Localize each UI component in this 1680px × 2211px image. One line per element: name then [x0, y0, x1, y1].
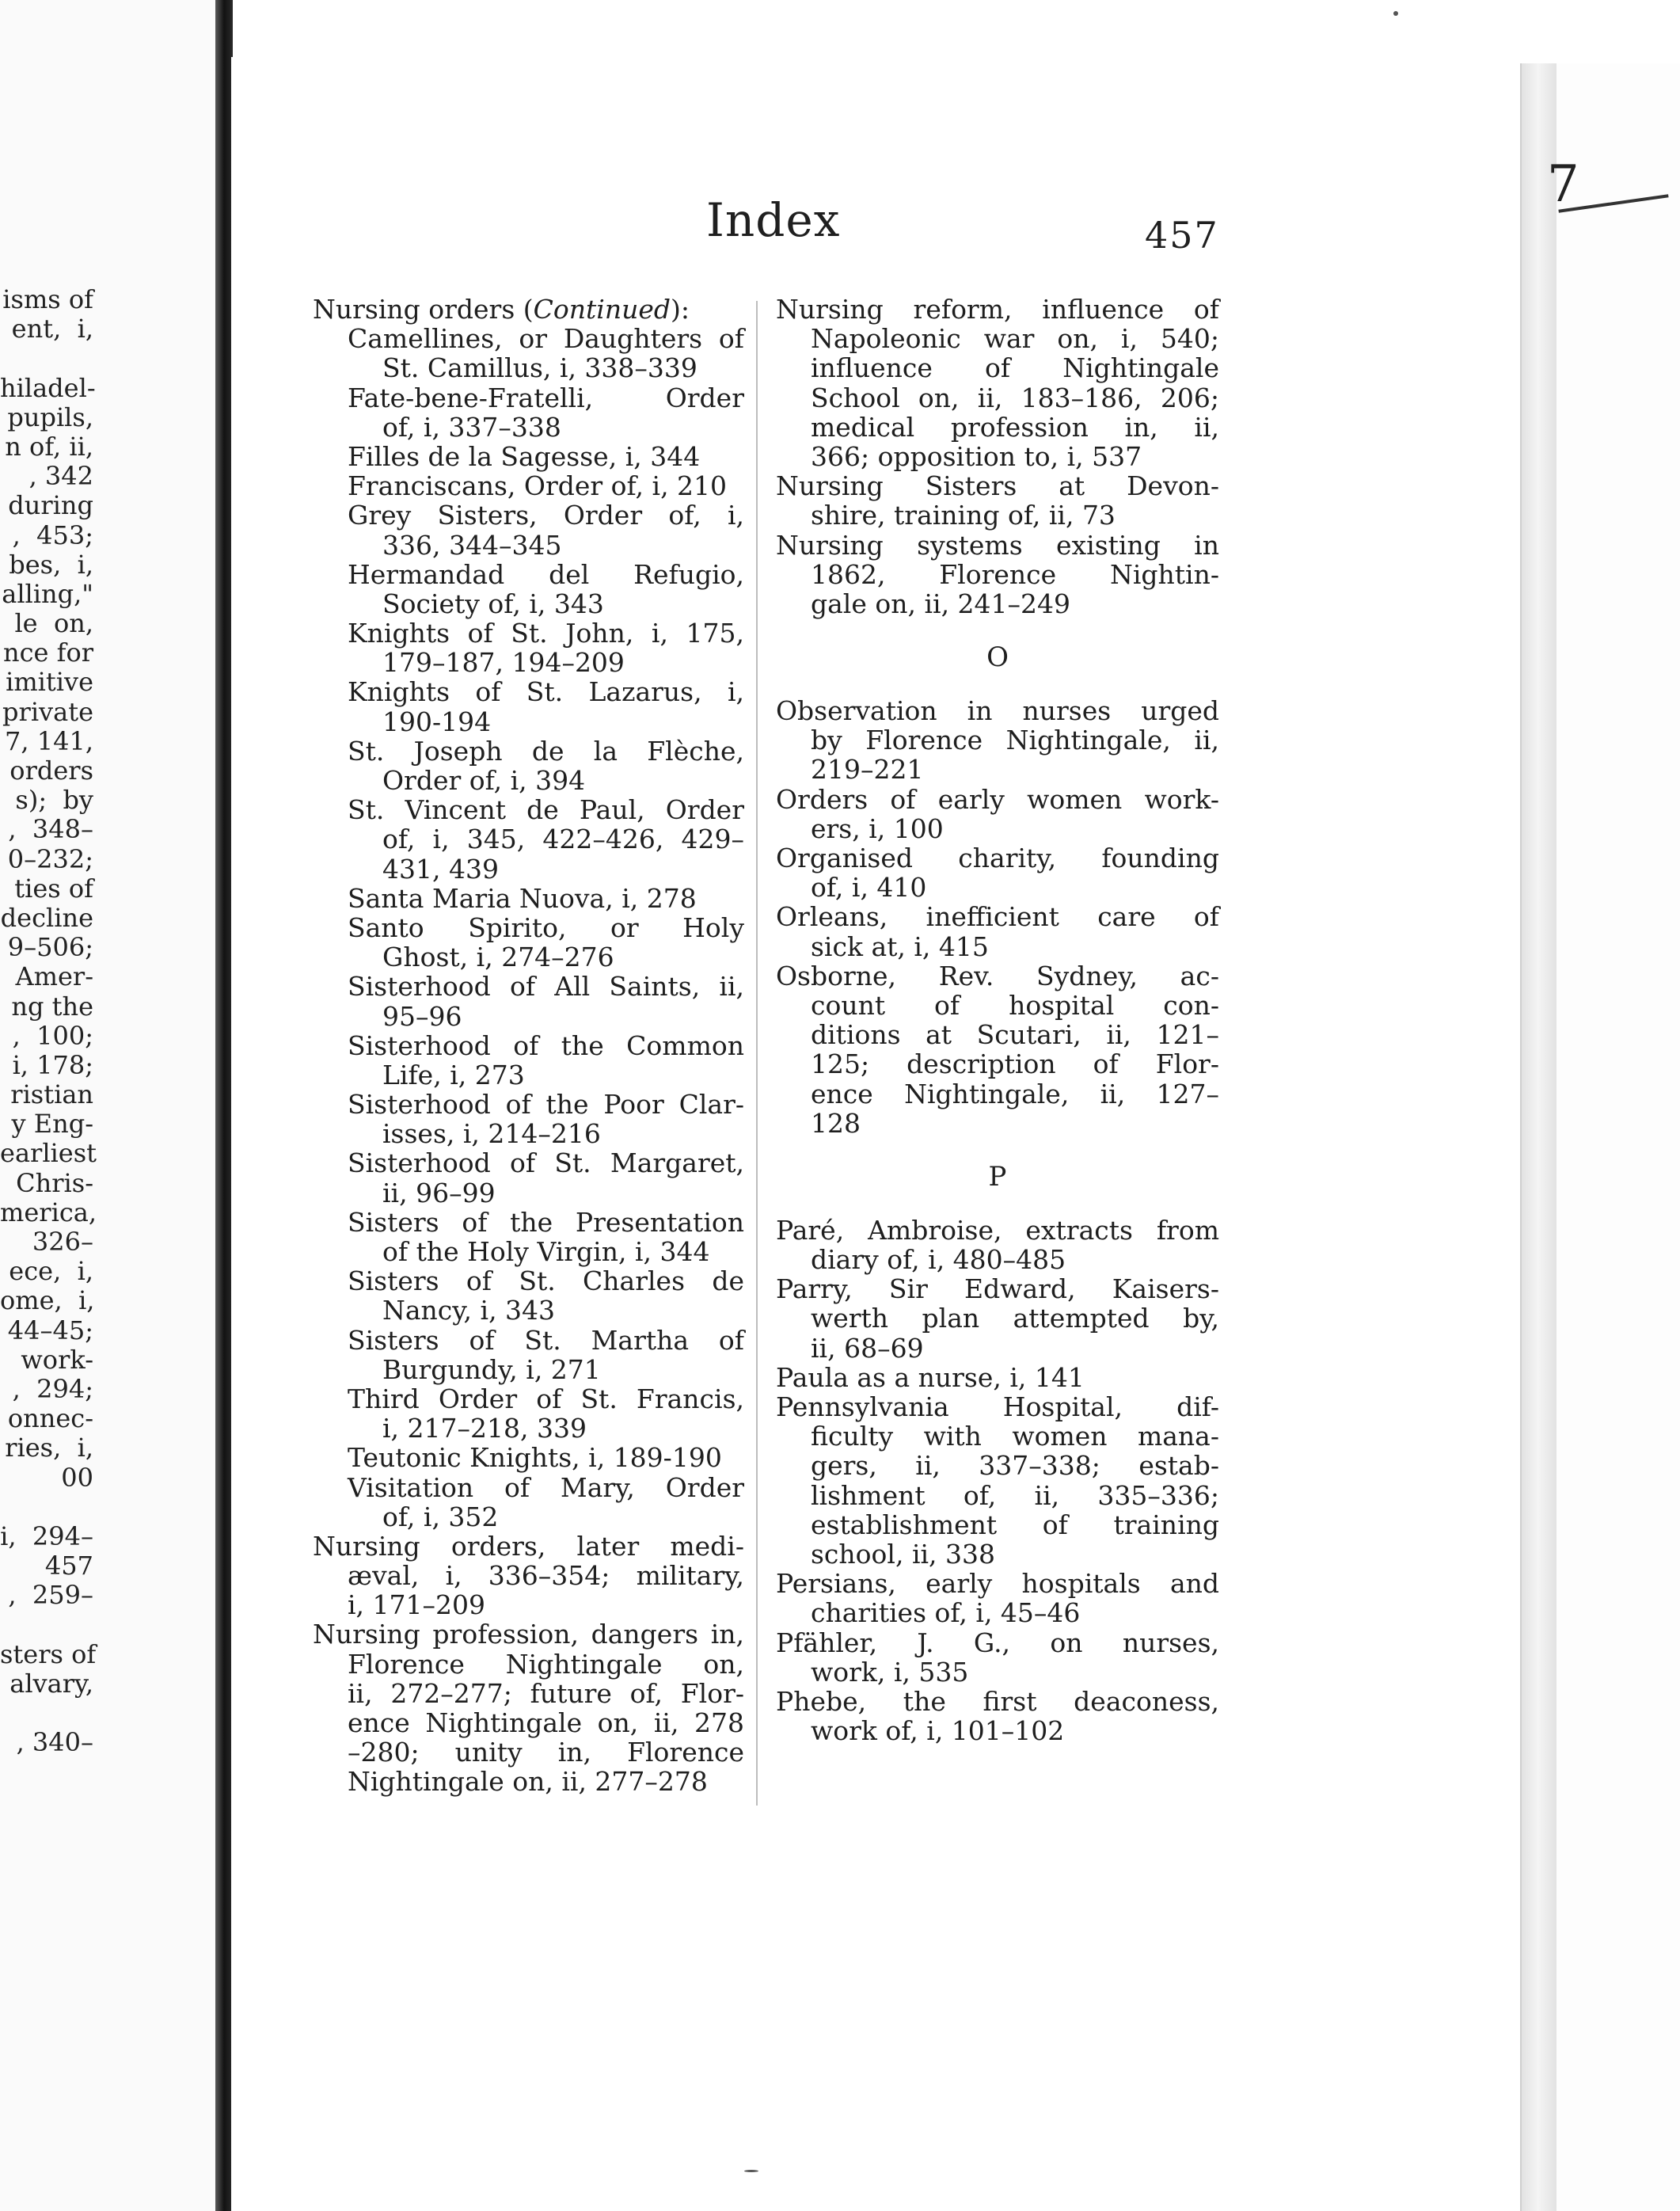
index-entry: [313, 972, 744, 1030]
index-entry: [776, 696, 1219, 785]
previous-page-line: earliest: [0, 1138, 97, 1169]
previous-page-text: [0, 284, 97, 1758]
index-entry-line: Osborne, Rev. Sydney, ac-: [776, 960, 1219, 991]
index-entry-line: Orleans, inefficient care of: [776, 901, 1219, 933]
index-entry-line: School on, ii, 183–186, 206;: [811, 382, 1219, 413]
previous-page-line: 326–: [32, 1227, 93, 1257]
index-entry-line: 366; opposition to, i, 537: [811, 440, 1142, 472]
index-entry-line: –280; unity in, Florence: [348, 1737, 744, 1768]
index-entry: [313, 884, 744, 913]
index-entry-line: Nursing systems existing in: [776, 529, 1219, 561]
index-entry-line: St. Vincent de Paul, Order: [348, 794, 744, 826]
index-entry-line: medical profession in, ii,: [811, 411, 1219, 443]
index-entry-line: Nancy, i, 343: [382, 1295, 556, 1326]
index-entry-line: Nightingale on, ii, 277–278: [348, 1766, 708, 1798]
previous-page-line: 0–232;: [7, 843, 93, 874]
index-entry: [313, 1619, 744, 1796]
index-entry: [776, 1392, 1219, 1569]
previous-page-line: work-: [21, 1344, 93, 1375]
previous-page-line: i, 294–: [0, 1520, 93, 1551]
index-entry-line: 95–96: [382, 1000, 462, 1032]
index-entry: [313, 1208, 744, 1266]
previous-page-line: isms of: [2, 284, 93, 314]
index-entry: [313, 677, 744, 736]
corner-mark: 7: [1547, 155, 1579, 214]
index-entry-line: Sisterhood of All Saints, ii,: [348, 971, 744, 1003]
previous-page-line: y Eng-: [11, 1109, 93, 1140]
index-entry: [776, 531, 1219, 619]
index-entry-line: Nursing Sisters at Devon-: [776, 470, 1219, 502]
previous-page-line: ece, i,: [9, 1256, 93, 1287]
index-entry: [776, 471, 1219, 530]
previous-page-line: n of, ii,: [5, 431, 93, 462]
index-entry-line: æval, i, 336–354; military,: [348, 1560, 744, 1592]
index-entry: [313, 295, 744, 324]
index-entry: [776, 1569, 1219, 1627]
index-entry: [776, 961, 1219, 1138]
previous-page-line: onnec-: [7, 1403, 93, 1434]
index-entry-line: Sisters of St. Martha of: [348, 1324, 744, 1356]
index-entry: [313, 442, 744, 471]
index-entry-line: 431, 439: [382, 853, 499, 885]
heading-text: ):: [671, 294, 690, 325]
index-entry-line: ii, 96–99: [382, 1177, 496, 1208]
previous-page-line: ome, i,: [0, 1285, 95, 1316]
index-entry-line: 190-194: [382, 706, 492, 737]
index-entry: [313, 618, 744, 677]
index-column-right: [776, 295, 1219, 1745]
index-entry-line: Parry, Sir Edward, Kaisers-: [776, 1273, 1219, 1305]
index-entry: [776, 1687, 1219, 1745]
index-entry-line: of, i, 337–338: [382, 411, 561, 443]
index-entry-line: St. Joseph de la Flèche,: [348, 735, 744, 767]
index-entry-line: school, ii, 338: [811, 1538, 996, 1570]
index-entry: [313, 560, 744, 618]
previous-page-line: ties of: [14, 873, 93, 904]
index-entry-line: ii, 68–69: [811, 1332, 924, 1364]
previous-page-line: , 340–: [16, 1727, 93, 1758]
index-entry-line: establishment of training: [811, 1509, 1219, 1540]
index-entry-line: ers, i, 100: [811, 812, 944, 844]
previous-page-line: nce for: [2, 637, 93, 668]
scan-speck: [1393, 11, 1398, 16]
index-entry-line: werth plan attempted by,: [811, 1303, 1219, 1334]
previous-page-line: orders: [10, 755, 93, 786]
previous-page-line: i, 178;: [12, 1049, 93, 1080]
previous-page-line: imitive: [6, 667, 93, 698]
index-entry: [776, 785, 1219, 843]
heading-text: Nursing orders (: [313, 294, 534, 325]
index-entry: [776, 1216, 1219, 1274]
index-entry-line: Santo Spirito, or Holy: [348, 911, 744, 943]
previous-page-line: 9–506;: [7, 932, 93, 963]
previous-page-line: 7, 141,: [5, 725, 93, 756]
previous-page-line: ent, i,: [11, 314, 93, 344]
page-number: 457: [1145, 214, 1219, 257]
index-entry-line: i, 217–218, 339: [382, 1413, 587, 1444]
index-entry-line: ence Nightingale on, ii, 278: [348, 1707, 744, 1738]
book-gutter: [215, 0, 233, 2211]
previous-page-line: Amer-: [15, 961, 93, 992]
previous-page-line: private: [2, 696, 93, 727]
index-entry-line: Sisters of the Presentation: [348, 1206, 744, 1238]
index-entry-line: 179–187, 194–209: [382, 647, 625, 679]
index-entry-line: diary of, i, 480–485: [811, 1244, 1066, 1276]
index-entry: [313, 1532, 744, 1620]
previous-page-line: alling,": [2, 578, 93, 609]
index-entry-line: ficulty with women mana-: [811, 1421, 1219, 1452]
index-entry-line: Fate-bene-Fratelli, Order: [348, 382, 744, 413]
index-entry: [313, 795, 744, 884]
previous-page-line: [0, 1699, 93, 1728]
index-entry-line: Sisterhood of the Common: [348, 1029, 744, 1061]
index-entry: [313, 1473, 744, 1532]
previous-page-line: sters of: [0, 1638, 97, 1669]
index-entry: [313, 1090, 744, 1148]
index-entry-line: of, i, 345, 422–426, 429–: [382, 824, 744, 855]
index-entry-line: Burgundy, i, 271: [382, 1353, 601, 1385]
previous-page-line: decline: [0, 902, 93, 933]
index-entry-line: St. Camillus, i, 338–339: [382, 352, 697, 384]
previous-page-line: ristian: [10, 1079, 93, 1110]
index-entry-line: Knights of St. Lazarus, i,: [348, 676, 744, 708]
index-entry-line: Ghost, i, 274–276: [382, 942, 614, 973]
index-entry: [313, 383, 744, 442]
index-entry-line: of the Holy Virgin, i, 344: [382, 1236, 710, 1267]
index-entry-line: Napoleonic war on, i, 540;: [811, 323, 1219, 355]
index-entry-line: Life, i, 273: [382, 1059, 525, 1090]
index-entry: [313, 324, 744, 382]
previous-page-line: le on,: [14, 608, 93, 639]
previous-page-line: ng the: [11, 991, 93, 1022]
index-entry-line: Paré, Ambroise, extracts from: [776, 1214, 1219, 1246]
previous-page-line: merica,: [0, 1197, 97, 1227]
index-entry: [313, 736, 744, 795]
index-entry-line: 336, 344–345: [382, 529, 562, 561]
previous-page-line: during: [8, 490, 93, 521]
previous-page: [0, 0, 223, 2211]
index-entry-line: lishment of, ii, 335–336;: [811, 1479, 1219, 1511]
index-entry-line: Persians, early hospitals and: [776, 1568, 1219, 1600]
index-entry-line: Filles de la Sagesse, i, 344: [348, 440, 701, 472]
index-entry-line: Observation in nurses urged: [776, 695, 1219, 727]
index-entry-line: count of hospital con-: [811, 989, 1219, 1021]
index-entry: [313, 471, 744, 500]
index-entry: [313, 1326, 744, 1384]
previous-page-line: , 259–: [8, 1580, 93, 1611]
index-entry-line: influence of Nightingale: [811, 352, 1219, 384]
previous-page-line: , 294;: [12, 1373, 93, 1404]
index-entry: [313, 1148, 744, 1207]
index-entry-line: Third Order of St. Francis,: [348, 1383, 744, 1414]
index-entry: [313, 1266, 744, 1325]
index-entry-line: charities of, i, 45–46: [811, 1597, 1081, 1629]
previous-page-line: , 348–: [8, 814, 93, 845]
index-entry-line: Sisterhood of the Poor Clar-: [348, 1089, 744, 1121]
index-entry-line: Hermandad del Refugio,: [348, 558, 744, 590]
index-entry-line: Sisterhood of St. Margaret,: [348, 1147, 744, 1179]
index-entry-line: Nursing reform, influence of: [776, 294, 1219, 325]
section-letter: P: [988, 1160, 1007, 1193]
scan-speck: [744, 2170, 758, 2172]
previous-page-line: pupils,: [7, 401, 93, 432]
previous-page-line: hiladel-: [0, 372, 96, 403]
index-entry-line: by Florence Nightingale, ii,: [811, 725, 1219, 756]
index-entry-line: work, i, 535: [811, 1656, 969, 1688]
previous-page-line: , 453;: [12, 519, 93, 550]
index-entry-line: ii, 272–277; future of, Flor-: [348, 1677, 744, 1709]
index-entry-line: sick at, i, 415: [811, 930, 989, 962]
index-entry: [776, 1363, 1219, 1392]
previous-page-line: [0, 1493, 93, 1522]
index-entry-line: Phebe, the first deaconess,: [776, 1685, 1219, 1717]
index-entry-line: Knights of St. John, i, 175,: [348, 618, 744, 649]
index-entry-line: Grey Sisters, Order of, i,: [348, 500, 744, 531]
index-entry-line: Visitation of Mary, Order: [348, 1471, 744, 1503]
index-entry-line: 1862, Florence Nightin-: [811, 558, 1219, 590]
index-entry-line: Nursing orders, later medi-: [313, 1530, 744, 1562]
index-entry-line: isses, i, 214–216: [382, 1118, 601, 1150]
index-entry: [313, 1443, 744, 1472]
index-entry-line: Franciscans, Order of, i, 210: [348, 470, 728, 502]
section-letter: O: [986, 641, 1009, 674]
previous-page-line: bes, i,: [9, 549, 93, 580]
previous-page-line: , 342: [29, 461, 93, 492]
previous-page-line: [0, 1610, 93, 1639]
index-entry-line: Paula as a nurse, i, 141: [776, 1361, 1085, 1393]
index-entry: [776, 295, 1219, 471]
previous-page-line: alvary,: [10, 1668, 93, 1699]
index-entry: [313, 500, 744, 559]
index-entry-line: Florence Nightingale on,: [348, 1648, 744, 1680]
index-entry-heading: [313, 295, 744, 324]
index-entry-line: Teutonic Knights, i, 189-190: [348, 1442, 722, 1474]
column-divider: [756, 301, 758, 1806]
index-entry: [776, 843, 1219, 902]
index-entry-line: Santa Maria Nuova, i, 278: [348, 882, 697, 914]
index-entry-line: Orders of early women work-: [776, 783, 1219, 815]
index-entry-line: gale on, ii, 241–249: [811, 588, 1071, 619]
index-column-left: [313, 295, 744, 1797]
continued-label: Continued: [533, 294, 671, 325]
index-entry-line: Organised charity, founding: [776, 843, 1219, 873]
page-edge-outer: [1556, 63, 1680, 2211]
index-entry-line: of, i, 352: [382, 1501, 499, 1532]
index-entry: [313, 1384, 744, 1443]
previous-page-line: ries, i,: [5, 1433, 93, 1463]
index-entry: [313, 913, 744, 972]
index-entry-line: ence Nightingale, ii, 127–: [811, 1078, 1219, 1109]
index-entry-line: Camellines, or Daughters of: [348, 323, 744, 355]
index-entry-line: Sisters of St. Charles de: [348, 1265, 744, 1297]
previous-page-line: 00: [61, 1462, 93, 1493]
index-entry-line: Nursing profession, dangers in,: [313, 1619, 744, 1650]
index-entry: [776, 902, 1219, 961]
index-entry-line: Pennsylvania Hospital, dif-: [776, 1391, 1219, 1422]
index-entry-line: i, 171–209: [348, 1589, 486, 1621]
index-entry-line: shire, training of, ii, 73: [811, 500, 1116, 531]
index-entry-line: gers, ii, 337–338; estab-: [811, 1450, 1219, 1482]
previous-page-line: [0, 344, 93, 373]
previous-page-line: 44–45;: [7, 1315, 93, 1345]
index-entry-line: ditions at Scutari, ii, 121–: [811, 1019, 1219, 1051]
page-title: Index: [706, 193, 841, 247]
index-entry-line: work of, i, 101–102: [811, 1715, 1065, 1747]
index-entry-line: Order of, i, 394: [382, 765, 586, 796]
previous-page-line: s); by: [15, 785, 93, 816]
index-entry-line: 128: [811, 1107, 861, 1139]
index-entry: [776, 1274, 1219, 1363]
index-entry-line: Society of, i, 343: [382, 588, 604, 619]
index-entry: [776, 1628, 1219, 1687]
index-entry-line: 219–221: [811, 754, 924, 786]
index-entry: [313, 1031, 744, 1090]
index-entry-line: Pfähler, J. G., on nurses,: [776, 1627, 1219, 1658]
index-entry-line: 125; description of Flor-: [811, 1048, 1219, 1080]
previous-page-line: , 100;: [12, 1020, 93, 1051]
index-entry-line: of, i, 410: [811, 872, 927, 904]
previous-page-line: 457: [44, 1551, 93, 1581]
previous-page-line: Chris-: [16, 1167, 93, 1198]
